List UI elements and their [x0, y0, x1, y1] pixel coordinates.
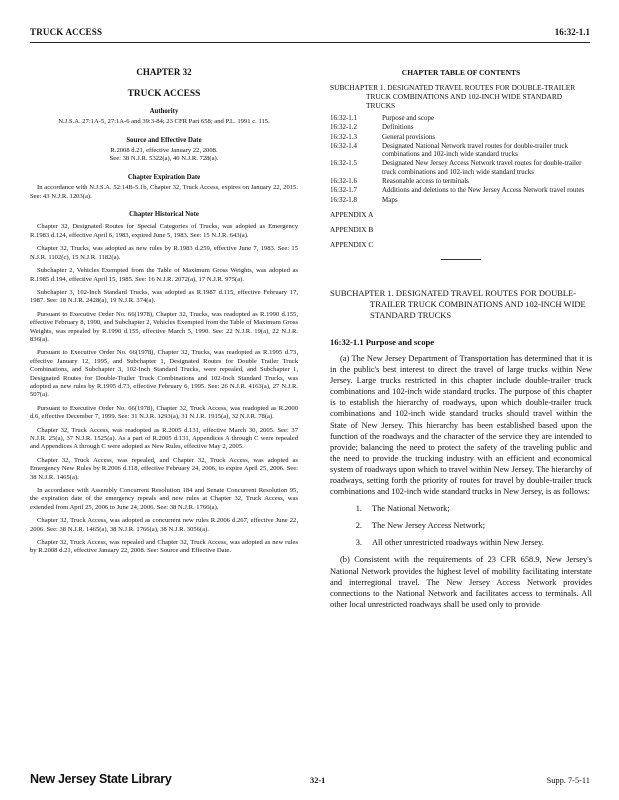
historical-note: In accordance with Assembly Concurrent Resolution 184 and Senate Concurrent Resolution 95, the expiration date of the emergency repeals and new rules at Chapter 32, Truck Access, was extended from April 25, 2006 to June 24, 2006. See: 38 N.J.R. 1766(a). [30, 487, 298, 511]
historical-note: Chapter 32, Truck Access, was readopted as R.2005 d.131, effective March 30, 2005. See: 37 N.J.R. 25(a), 37 N.J.R. 1525(a). As a part of R.2005 d.131, Appendices A through C were repealed and Appendices A through C were adopted as New Rules, effective May 2, 2005. [30, 426, 298, 451]
section-heading: 16:32-1.1 Purpose and scope [330, 336, 435, 347]
appendix-b[interactable]: APPENDIX B [330, 224, 374, 234]
toc-item[interactable]: 16:32-1.6 Reasonable access to terminals [330, 177, 469, 186]
list-item: 3. All other unrestricted roadways within New Jersey. [355, 538, 544, 548]
appendix-a[interactable]: APPENDIX A [330, 209, 374, 219]
historical-note: Pursuant to Executive Order No. 66(1978), Chapter 32, Truck Access, was readopted as R.2000 d.6, effective December 7, 1999. See: 31 N.J.R. 1293(a), 31 N.J.R. 1915(a), 32 N.J.R. 78(a). [30, 404, 298, 421]
historical-note: Chapter 32, Truck Access, was adopted as concurrent new rules R.2006 d.267, effective June 22, 2006. See: 38 N.J.R. 1465(a), 38 N.J.R. 1766(a), 38 N.J.R. 3056(a). [30, 517, 298, 533]
historical-note: Chapter 32, Truck Access, was repealed and Chapter 32, Truck Access, was adopted as new rules by R.2008 d.21, effective January 22, 2008. See: Source and Effective Date. [30, 539, 298, 555]
source-text-1: R.2008 d.21, effective January 22, 2008. [110, 147, 218, 155]
toc-item[interactable]: 16:32-1.7 Additions and deletions to the New Jersey Access Network travel routes [330, 186, 585, 195]
toc-item[interactable]: 16:32-1.8 Maps [330, 195, 398, 204]
chapter-name: TRUCK ACCESS [127, 89, 201, 100]
page-number: 32-1 [310, 776, 326, 785]
paragraph-a: (a) The New Jersey Department of Transportation has determined that it is in the public's best interest to direct the travel of large trucks within New Jersey. Large trucks restricted in this chapter include double-trailer truck combinations and 102-inch wide standard trucks. The purpose of this chapter is to establish the hierarchy of roadways, upon which double-trailer truck combinations and 102-inch wide standard trucks should travel within the State of New Jersey. This hierarchy has been established based upon the function of the roadways and the character of the service they are intended to provide; balancing the need to protect the safety of the traveling public and the need to provide the trucking industry with an efficient and economical system of roadways upon which to travel within New Jersey. The hierarchy of roadways, setting forth the priority of routes for travel by double-trailer truck combinations and 102-inch wide standard trucks in New Jersey, is as follows: [330, 353, 592, 497]
header-rule [30, 42, 590, 43]
authority-text: N.J.S.A. 27:1A-5, 27:1A-6 and 39:3-84; 23 CFR Part 658; and P.L. 1991 c. 115. [58, 118, 270, 126]
subchapter-heading: SUBCHAPTER 1. DESIGNATED TRAVEL ROUTES FOR DOUBLE-TRAILER TRUCK COMBINATIONS AND 102-INCH WIDE STANDARD TRUCKS [330, 287, 586, 320]
running-head-section: 16:32-1.1 [554, 27, 590, 37]
chapter-number: CHAPTER 32 [136, 67, 192, 77]
toc-item[interactable]: 16:32-1.5 Designated New Jersey Access Network travel routes for double-trailer truck combinations and 102-inch wide standard trucks [330, 159, 582, 176]
toc-item[interactable]: 16:32-1.2 Definitions [330, 123, 414, 132]
historical-note: Chapter 32, Truck Access, was repealed, and Chapter 32, Truck Access, was adopted as Emergency New Rules by R.2006 d.118, effective February 24, 2006, to expire April 25, 2006. See: 38 N.J.R. 1465(a). [30, 456, 298, 481]
expiration-heading: Chapter Expiration Date [127, 173, 201, 181]
source-text-2: See: 38 N.J.R. 5322(a), 40 N.J.R. 728(a). [109, 155, 219, 163]
toc-item[interactable]: 16:32-1.1 Purpose and scope [330, 114, 435, 122]
toc-list [330, 114, 592, 204]
page-footer [30, 772, 590, 792]
appendix-c[interactable]: APPENDIX C [330, 239, 374, 249]
historical-note: Subchapter 2, Vehicles Exempted from the Table of Maximum Gross Weights, was adopted as R.1985 d.194, effective April 15, 1985. See: 16 N.J.R. 2072(a), 17 N.J.R. 975(a). [30, 267, 298, 283]
list-item: 1. The National Network; [355, 504, 450, 514]
right-column [330, 58, 592, 610]
authority-heading: Authority [149, 107, 179, 115]
historical-note: Pursuant to Executive Order No. 66(1978), Chapter 32, Trucks, was readopted as R.1995 d.73, effective January 12, 1995, and Subchapter 1, Designated Routes for Double Trailer Truck Combinations, and Subchapter 3, 102-Inch Standard Trucks, were repealed, and Subchapter 1, Designated Routes for Double-Trailer Truck Combinations and 102-Inch Standard Trucks, was adopted as new rules by R.1995 d.73, effective February 6, 1995. See: 26 N.J.R. 4163(a), 27 N.J.R. 507(a). [30, 349, 298, 399]
library-watermark: New Jersey State Library [30, 772, 172, 786]
historical-heading: Chapter Historical Note [129, 211, 199, 219]
historical-note: Chapter 32, Designated Routes for Special Categories of Trucks, was adopted as Emergency R.1983 d.124, effective April 6, 1983, expired June 5, 1983. See: 15 N.J.R. 643(a). [30, 223, 298, 239]
supplement-date: Supp. 7-5-11 [546, 776, 590, 785]
running-head-title: TRUCK ACCESS [30, 27, 103, 37]
historical-note: Subchapter 3, 102-Inch Standard Trucks, was adopted as R.1987 d.115, effective February 17, 1987. See: 18 N.J.R. 2428(a), 19 N.J.R. 374(a). [30, 288, 298, 305]
paragraph-b: (b) Consistent with the requirements of 23 CFR 658.9, New Jersey's National Network provides the highest level of mobility facilitating interstate and interregional travel. The New Jersey Access Network provides connections to the National Network and facilitates access to terminals. All other local unrestricted roadways shall be used only to provide [330, 555, 592, 609]
expiration-text: In accordance with N.J.S.A. 52:14B-5.1b, Chapter 32, Truck Access, expires on January 22, 2015. See: 43 N.J.R. 1203(a). [30, 184, 298, 200]
toc-item[interactable]: 16:32-1.4 Designated National Network travel routes for double-trailer truck combinations and 102-inch wide standard trucks [330, 141, 569, 159]
toc-title: CHAPTER TABLE OF CONTENTS [401, 68, 521, 77]
source-heading: Source and Effective Date [126, 136, 202, 144]
section-divider [441, 259, 481, 260]
hierarchy-list [330, 503, 592, 548]
page-header [30, 27, 590, 41]
list-item: 2. The New Jersey Access Network; [355, 521, 486, 531]
toc-item[interactable]: 16:32-1.3 General provisions [330, 132, 436, 141]
left-column [30, 58, 298, 561]
historical-note: Pursuant to Executive Order No. 66(1978), Chapter 32, Trucks, was readopted as R.1990 d.155, effective February 8, 1990, and Subchapter 2, Vehicles Exempted from the Table of Maximum Gross Weights, was repealed by R.1990 d.155, effective March 5, 1990. See: 22 N.J.R. 19(a), 22 N.J.R. 836(a). [30, 310, 298, 343]
toc-subchapter: SUBCHAPTER 1. DESIGNATED TRAVEL ROUTES FOR DOUBLE-TRAILER TRUCK COMBINATIONS AND 102-INCH WIDE STANDARD TRUCKS [330, 83, 576, 110]
historical-note: Chapter 32, Trucks, was adopted as new rules by R.1983 d.259, effective June 7, 1983. See: 15 N.J.R. 1102(c), 15 N.J.R. 1182(a). [30, 245, 298, 261]
